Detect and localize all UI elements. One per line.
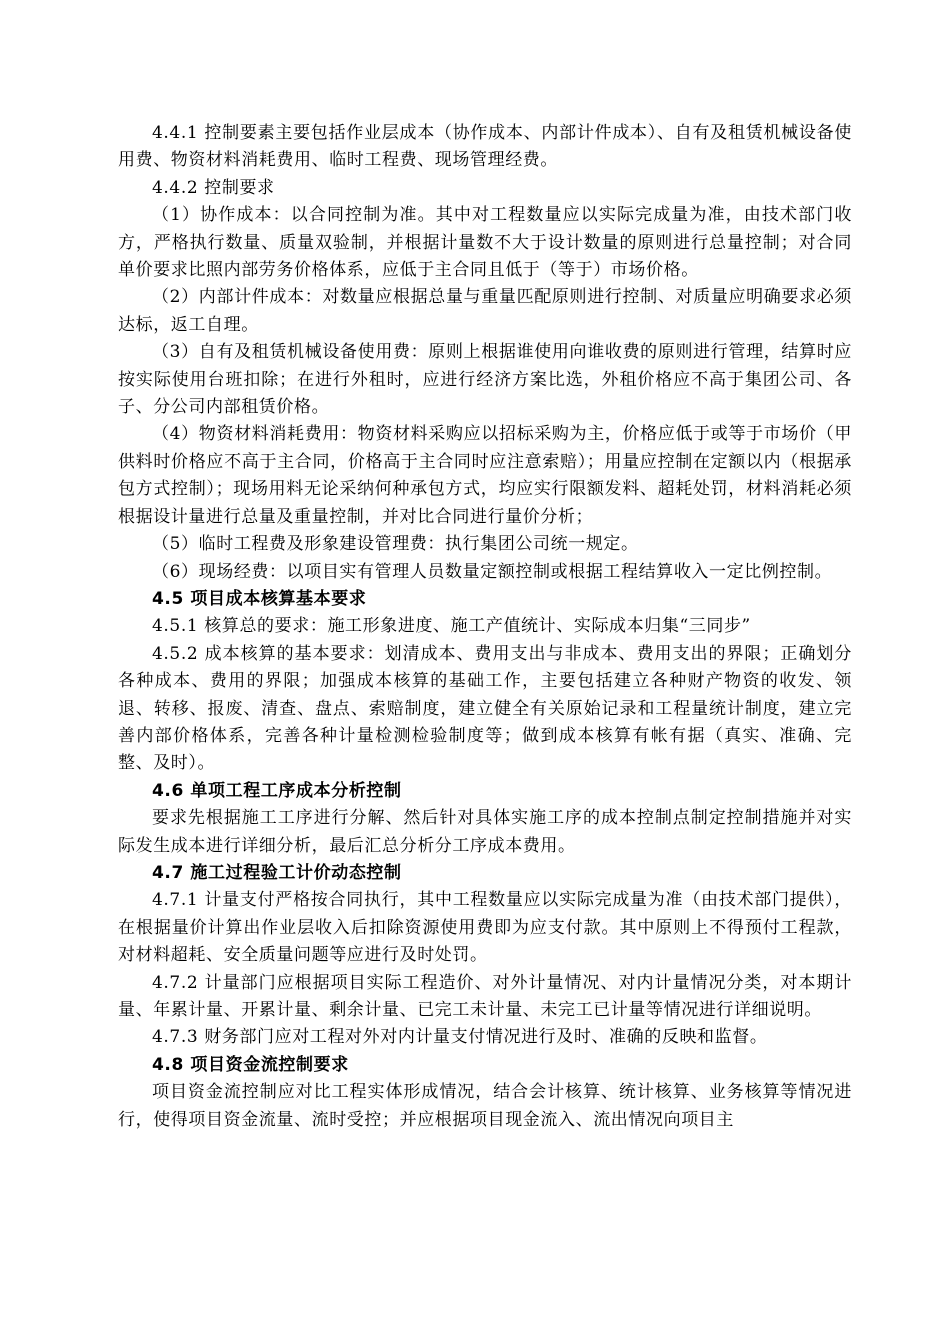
paragraph-item-4: （4）物资材料消耗费用：物资材料采购应以招标采购为主，价格应低于或等于市场价（甲供料时价格应不高于主合同，价格高于主合同时应注意索赔）；用量应控制在定额以内（根据承包方式控制）；现场用料无论采纳何种承包方式，均应实行限额发料、超耗处罚，材料消耗必须根据设计量进行总量及重量控制，并对比合同进行量价分析；	[118, 424, 852, 527]
paragraph-4-4-1: 4.4.1 控制要素主要包括作业层成本（协作成本、内部计件成本）、自有及租赁机械设备使用费、物资材料消耗费用、临时工程费、现场管理经费。	[118, 123, 852, 171]
paragraph-4-5-1: 4.5.1 核算总的要求：施工形象进度、施工产值统计、实际成本归集“三同步”	[152, 616, 751, 637]
section-heading-4-6: 4.6 单项工程工序成本分析控制	[152, 780, 402, 801]
paragraph-item-3: （3）自有及租赁机械设备使用费：原则上根据谁使用向谁收费的原则进行管理，结算时应按实际使用台班扣除；在进行外租时，应进行经济方案比选，外租价格应不高于集团公司、各子、分公司内部租赁价格。	[118, 342, 852, 418]
paragraph-4-8-body: 项目资金流控制应对比工程实体形成情况，结合会计核算、统计核算、业务核算等情况进行，使得项目资金流量、流时受控；并应根据项目现金流入、流出情况向项目主	[118, 1082, 852, 1130]
section-heading-4-7: 4.7 施工过程验工计价动态控制	[152, 862, 402, 883]
paragraph-item-6: （6）现场经费：以项目实有管理人员数量定额控制或根据工程结算收入一定比例控制。	[152, 561, 833, 582]
paragraph-4-6-body: 要求先根据施工工序进行分解、然后针对具体实施工序的成本控制点制定控制措施并对实际发生成本进行详细分析，最后汇总分析分工序成本费用。	[118, 808, 852, 856]
paragraph-4-7-1: 4.7.1 计量支付严格按合同执行，其中工程数量应以实际完成量为准（由技术部门提供），在根据量价计算出作业层收入后扣除资源使用费即为应支付款。其中原则上不得预付工程款，对材料超耗、安全质量问题等应进行及时处罚。	[118, 890, 852, 966]
paragraph-item-2: （2）内部计件成本：对数量应根据总量与重量匹配原则进行控制、对质量应明确要求必须达标，返工自理。	[118, 287, 852, 335]
section-heading-4-5: 4.5 项目成本核算基本要求	[152, 588, 367, 609]
paragraph-item-1: （1）协作成本：以合同控制为准。其中对工程数量应以实际完成量为准，由技术部门收方，严格执行数量、质量双验制，并根据计量数不大于设计数量的原则进行总量控制；对合同单价要求比照内部劳务价格体系，应低于主合同且低于（等于）市场价格。	[118, 205, 852, 281]
paragraph-4-5-2: 4.5.2 成本核算的基本要求：划清成本、费用支出与非成本、费用支出的界限；正确划分各种成本、费用的界限；加强成本核算的基础工作，主要包括建立各种财产物资的收发、领退、转移、报废、清查、盘点、索赔制度，建立健全有关原始记录和工程量统计制度，建立完善内部价格体系，完善各种计量检测检验制度等；做到成本核算有帐有据（真实、准确、完整、及时）。	[118, 643, 852, 774]
paragraph-item-5: （5）临时工程费及形象建设管理费：执行集团公司统一规定。	[152, 534, 639, 555]
paragraph-4-7-2: 4.7.2 计量部门应根据项目实际工程造价、对外计量情况、对内计量情况分类，对本期计量、年累计量、开累计量、剩余计量、已完工未计量、未完工已计量等情况进行详细说明。	[118, 972, 852, 1020]
section-heading-4-8: 4.8 项目资金流控制要求	[152, 1054, 349, 1075]
document-body	[118, 120, 852, 1134]
paragraph-4-4-2: 4.4.2 控制要求	[152, 177, 275, 198]
paragraph-4-7-3: 4.7.3 财务部门应对工程对外对内计量支付情况进行及时、准确的反映和监督。	[152, 1027, 768, 1048]
